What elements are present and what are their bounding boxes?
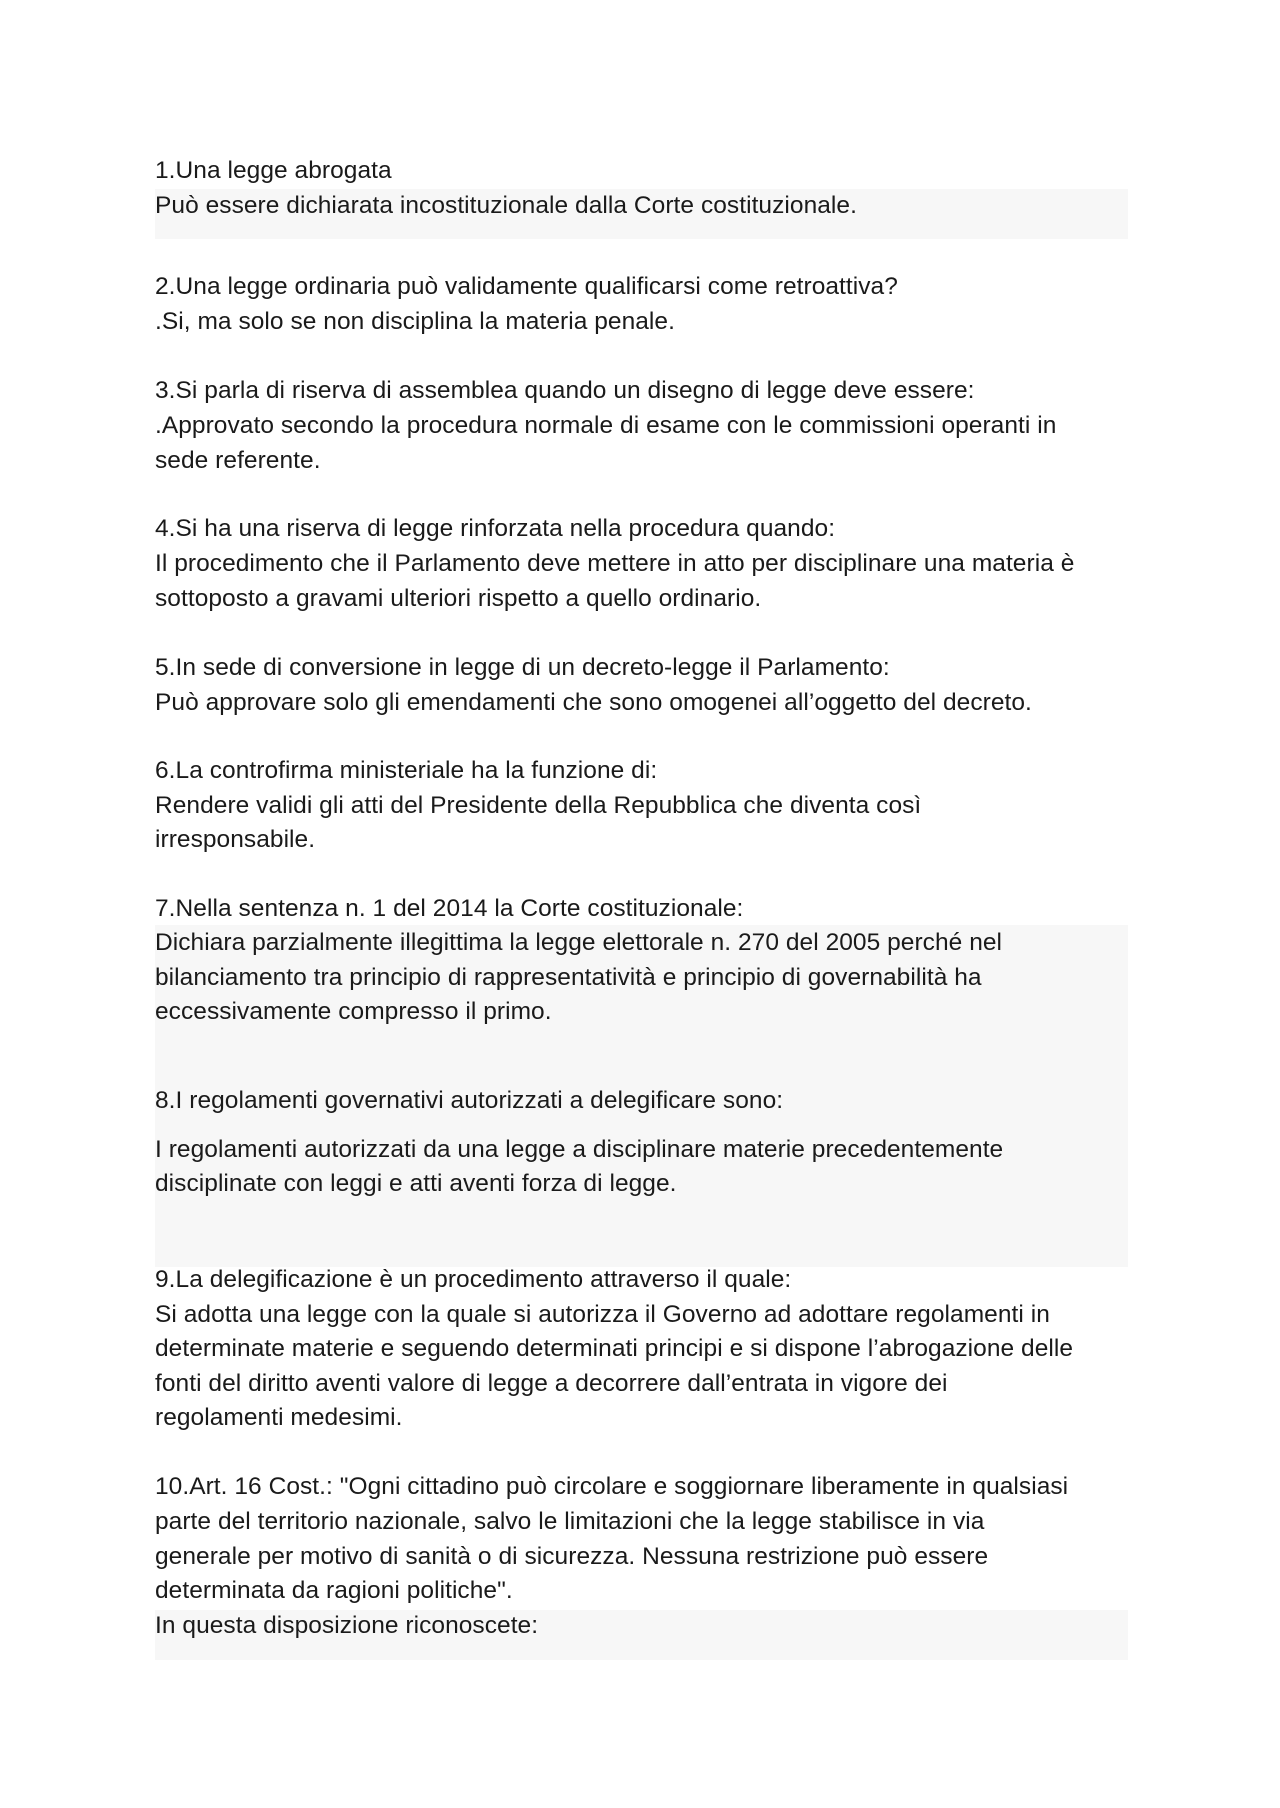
- answer-10-line-1: In questa disposizione riconoscete:: [155, 1612, 539, 1639]
- answer-8-line-2: disciplinate con leggi e atti aventi forza di legge.: [155, 1170, 677, 1197]
- question-6: 6.La controfirma ministeriale ha la funzione di:: [155, 757, 658, 784]
- answer-9-line-1: Si adotta una legge con la quale si autorizza il Governo ad adottare regolamenti in: [155, 1301, 1050, 1328]
- question-8: 8.I regolamenti governativi autorizzati a delegificare sono:: [155, 1087, 784, 1114]
- answer-9-line-4: regolamenti medesimi.: [155, 1404, 403, 1431]
- question-3: 3.Si parla di riserva di assemblea quando un disegno di legge deve essere:: [155, 377, 975, 404]
- answer-4-line-1: Il procedimento che il Parlamento deve mettere in atto per disciplinare una materia è: [155, 550, 1075, 577]
- answer-7-line-1: Dichiara parzialmente illegittima la legge elettorale n. 270 del 2005 perché nel: [155, 929, 1003, 956]
- answer-3-line-1: .Approvato secondo la procedura normale di esame con le commissioni operanti in: [155, 412, 1057, 439]
- question-10-line-2: parte del territorio nazionale, salvo le limitazioni che la legge stabilisce in via: [155, 1508, 985, 1535]
- question-5: 5.In sede di conversione in legge di un decreto-legge il Parlamento:: [155, 654, 890, 681]
- answer-6-line-1: Rendere validi gli atti del Presidente della Repubblica che diventa così: [155, 792, 922, 819]
- answer-5-line-1: Può approvare solo gli emendamenti che sono omogenei all’oggetto del decreto.: [155, 689, 1032, 716]
- answer-9-line-3: fonti del diritto aventi valore di legge a decorrere dall’entrata in vigore dei: [155, 1370, 948, 1397]
- question-10-line-3: generale per motivo di sanità o di sicurezza. Nessuna restrizione può essere: [155, 1543, 989, 1570]
- answer-4-line-2: sottoposto a gravami ulteriori rispetto a quello ordinario.: [155, 585, 762, 612]
- answer-7-line-2: bilanciamento tra principio di rappresentatività e principio di governabilità ha: [155, 964, 982, 991]
- answer-1-line-1: Può essere dichiarata incostituzionale dalla Corte costituzionale.: [155, 192, 857, 219]
- answer-6-line-2: irresponsabile.: [155, 826, 316, 853]
- answer-3-line-2: sede referente.: [155, 447, 321, 474]
- question-1: 1.Una legge abrogata: [155, 157, 392, 184]
- answer-8-line-1: I regolamenti autorizzati da una legge a disciplinare materie precedentemente: [155, 1136, 1004, 1163]
- answer-9-line-2: determinate materie e seguendo determinati principi e si dispone l’abrogazione delle: [155, 1335, 1074, 1362]
- question-9: 9.La delegificazione è un procedimento attraverso il quale:: [155, 1266, 792, 1293]
- answer-2-line-1: .Si, ma solo se non disciplina la materia penale.: [155, 308, 675, 335]
- question-7: 7.Nella sentenza n. 1 del 2014 la Corte costituzionale:: [155, 895, 744, 922]
- answer-7-line-3: eccessivamente compresso il primo.: [155, 998, 552, 1025]
- question-10-line-1: 10.Art. 16 Cost.: "Ogni cittadino può circolare e soggiornare liberamente in qualsiasi: [155, 1473, 1069, 1500]
- question-4: 4.Si ha una riserva di legge rinforzata nella procedura quando:: [155, 515, 836, 542]
- question-2: 2.Una legge ordinaria può validamente qualificarsi come retroattiva?: [155, 273, 898, 300]
- question-10-line-4: determinata da ragioni politiche".: [155, 1577, 513, 1604]
